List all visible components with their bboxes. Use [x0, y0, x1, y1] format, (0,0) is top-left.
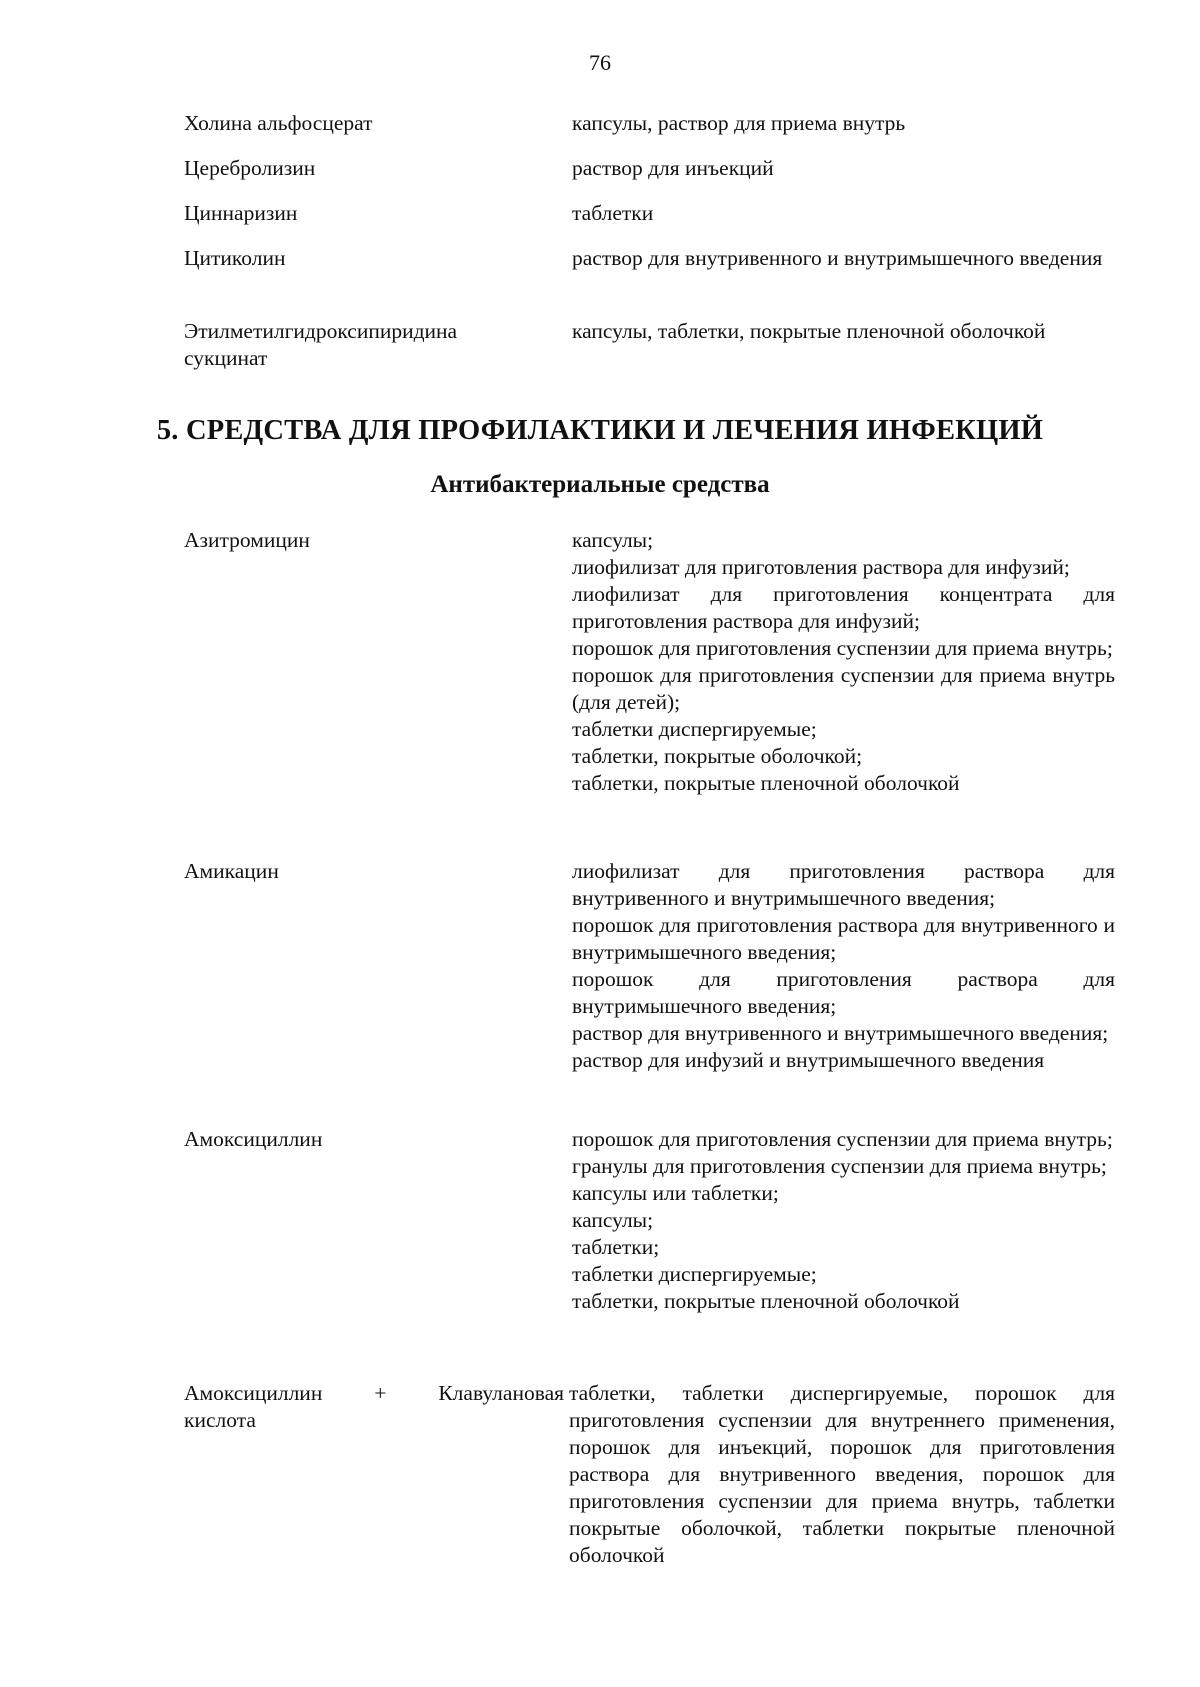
drug-form-item: гранулы для приготовления суспензии для приема внутрь;	[572, 1154, 1107, 1178]
drug-form-item: таблетки диспергируемые;	[572, 1262, 817, 1286]
drug-form: капсулы, раствор для приема внутрь	[572, 111, 906, 135]
drug-name-line: Амоксициллин + Клавулановая	[184, 1381, 564, 1405]
drug-name: Цитиколин	[184, 246, 286, 270]
drug-form-item: капсулы;	[572, 1208, 654, 1232]
section-subheading: Антибактериальные средства	[430, 471, 770, 498]
drug-form-item: капсулы;	[572, 528, 654, 552]
drug-name: Этилметилгидроксипиридина сукцинат	[184, 319, 458, 370]
drug-form: таблетки, таблетки диспергируемые, порошок для приготовления суспензии для внутреннего применения, порошок для инъекций, порошок для приготовления раствора для внутривенного введения, порошок для приготовления суспензии для приема внутрь, таблетки покрытые оболочкой, таблетки покрытые пленочной оболочкой	[569, 1381, 1115, 1567]
drug-name: Амикацин	[184, 859, 279, 883]
drug-form: таблетки	[572, 201, 654, 225]
page-number: 76	[589, 50, 611, 75]
drug-name: Азитромицин	[184, 528, 310, 552]
drug-form-item: порошок для приготовления раствора для внутривенного и внутримышечного введения;	[572, 913, 1115, 964]
drug-form: раствор для внутривенного и внутримышечного введения	[572, 246, 1103, 270]
drug-name-line: кислота	[184, 1408, 256, 1432]
drug-form-item: таблетки диспергируемые;	[572, 717, 817, 741]
drug-form-list	[572, 1126, 1115, 1315]
drug-form-item: раствор для внутривенного и внутримышечного введения;	[572, 1021, 1109, 1045]
drug-name: Циннаризин	[184, 201, 298, 225]
drug-form-item: лиофилизат для приготовления раствора для внутривенного и внутримышечного введения;	[572, 859, 1115, 910]
drug-name: Церебролизин	[184, 156, 316, 180]
drug-form-list	[572, 527, 1115, 797]
drug-form-item: таблетки, покрытые пленочной оболочкой	[572, 1289, 960, 1313]
drug-form-item: порошок для приготовления раствора для внутримышечного введения;	[572, 967, 1115, 1018]
drug-name	[184, 1380, 564, 1434]
drug-form-item: порошок для приготовления суспензии для приема внутрь;	[572, 1127, 1113, 1151]
drug-name: Холина альфосцерат	[184, 111, 373, 135]
drug-form-item: таблетки, покрытые оболочкой;	[572, 744, 863, 768]
drug-form-list	[572, 858, 1115, 1074]
drug-name: Амоксициллин	[184, 1127, 323, 1151]
drug-form-item: таблетки;	[572, 1235, 660, 1259]
drug-form-item: лиофилизат для приготовления раствора для инфузий;	[572, 555, 1070, 579]
drug-form: капсулы, таблетки, покрытые пленочной оболочкой	[572, 319, 1046, 343]
section-heading: 5. СРЕДСТВА ДЛЯ ПРОФИЛАКТИКИ И ЛЕЧЕНИЯ ИНФЕКЦИЙ	[156, 415, 1044, 446]
drug-form-item: порошок для приготовления суспензии для приема внутрь;	[572, 636, 1113, 660]
drug-form: раствор для инъекций	[572, 156, 774, 180]
drug-form-item: раствор для инфузий и внутримышечного введения	[572, 1048, 1045, 1072]
drug-form-item: капсулы или таблетки;	[572, 1181, 779, 1205]
drug-form-item: порошок для приготовления суспензии для приема внутрь (для детей);	[572, 663, 1115, 714]
drug-form-item: таблетки, покрытые пленочной оболочкой	[572, 771, 960, 795]
drug-form-item: лиофилизат для приготовления концентрата для приготовления раствора для инфузий;	[572, 582, 1115, 633]
